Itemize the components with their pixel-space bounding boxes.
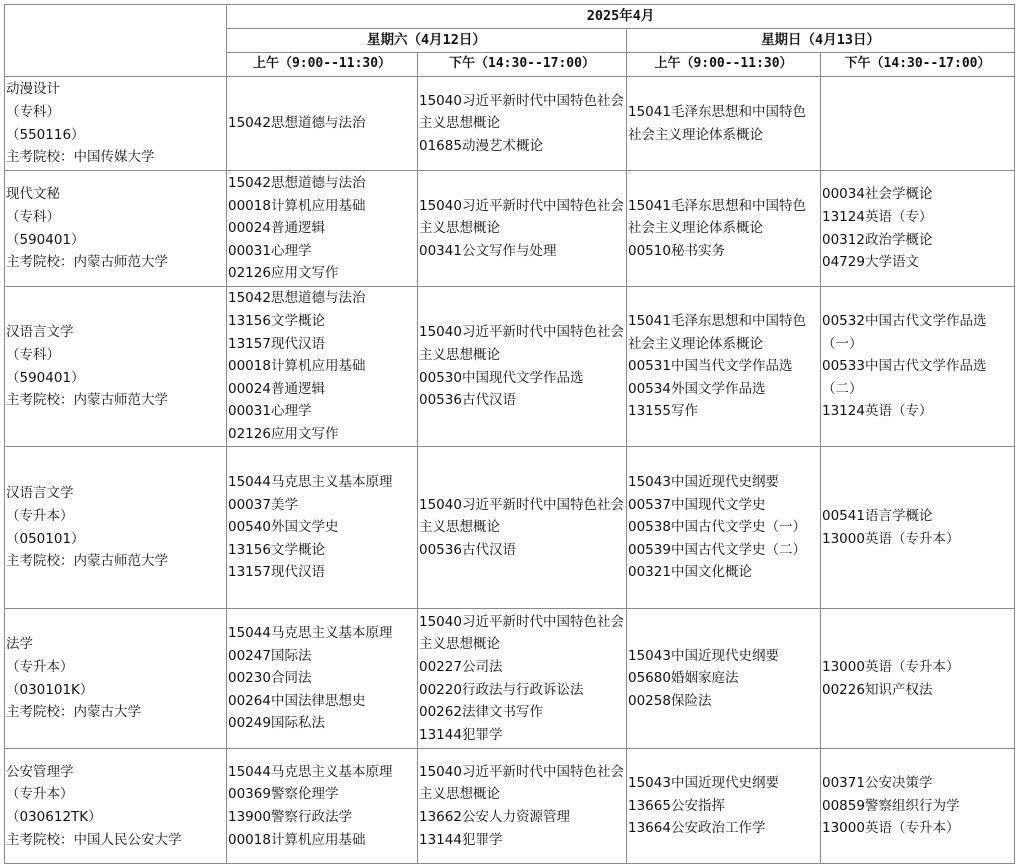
course-entry: 02126应用文写作 — [228, 425, 339, 442]
course-entry: 00258保险法 — [628, 692, 712, 709]
course-entry: 13000英语（专升本） — [822, 530, 960, 547]
sun-afternoon-cell — [821, 171, 1015, 287]
sun-morning-cell — [627, 609, 821, 749]
course-entry: 13664公安政治工作学 — [628, 820, 766, 837]
sat-morning-cell — [227, 171, 418, 287]
major-cell — [5, 77, 227, 171]
course-entry: 13665公安指挥 — [628, 797, 725, 814]
sun-afternoon-cell — [821, 749, 1015, 864]
major-info-line: 主考院校：中国传媒大学 — [6, 149, 155, 166]
course-entry: 15040习近平新时代中国特色社会主义思想概论 — [419, 197, 624, 237]
course-entry: 15040习近平新时代中国特色社会主义思想概论 — [419, 92, 624, 132]
course-entry: 00018计算机应用基础 — [228, 831, 366, 848]
session-sun-morning: 上午（9:00--11:30） — [627, 53, 821, 77]
course-entry: 00530中国现代文学作品选 — [419, 369, 584, 386]
course-entry: 00536古代汉语 — [419, 541, 516, 558]
major-info-line: 主考院校：内蒙古师范大学 — [6, 553, 168, 570]
course-entry: 13900警察行政法学 — [228, 809, 352, 825]
major-info-line: 主考院校：内蒙古师范大学 — [6, 254, 168, 271]
major-info-line: 法学 — [6, 636, 33, 653]
table-row — [5, 77, 1015, 171]
course-entry: 15040习近平新时代中国特色社会主义思想概论 — [419, 496, 624, 536]
table-row — [5, 749, 1015, 864]
major-info-line: 动漫设计 — [6, 81, 60, 98]
major-info-line: 汉语言文学 — [6, 485, 74, 502]
sun-afternoon-cell — [821, 447, 1015, 609]
course-entry: 15043中国近现代史纲要 — [628, 775, 779, 792]
course-entry: 00540外国文学史 — [228, 519, 339, 536]
major-info-line: （590401） — [6, 369, 85, 386]
course-entry: 00510秘书实务 — [628, 242, 725, 259]
course-entry: 00859警察组织行为学 — [822, 797, 960, 814]
sat-afternoon-cell — [418, 609, 627, 749]
sun-afternoon-cell — [821, 77, 1015, 171]
major-info-line: （030101K） — [6, 681, 94, 698]
course-entry: 00249国际私法 — [228, 715, 325, 732]
course-entry: 15042思想道德与法治 — [228, 115, 366, 132]
course-entry: 00538中国古代文学史（一） — [628, 519, 806, 536]
major-info-line: （030612TK） — [6, 809, 102, 825]
major-info-line: （专升本） — [6, 658, 74, 675]
course-entry: 13124英语（专） — [822, 403, 933, 420]
major-info-line: （专科） — [6, 208, 60, 225]
major-info-line: （050101） — [6, 530, 85, 547]
course-entry: 00531中国当代文学作品选 — [628, 358, 793, 375]
major-info-line: （专升本） — [6, 507, 74, 524]
sat-afternoon-cell — [418, 77, 627, 171]
sun-morning-cell — [627, 77, 821, 171]
course-entry: 00264中国法律思想史 — [228, 692, 366, 709]
course-entry: 00220行政法与行政诉讼法 — [419, 681, 584, 698]
session-sat-morning: 上午（9:00--11:30） — [227, 53, 418, 77]
course-entry: 00034社会学概论 — [822, 186, 933, 203]
course-entry: 00018计算机应用基础 — [228, 358, 366, 375]
sun-morning-cell — [627, 171, 821, 287]
course-entry: 05680婚姻家庭法 — [628, 670, 739, 687]
course-entry: 00312政治学概论 — [822, 231, 933, 248]
sat-afternoon-cell — [418, 447, 627, 609]
course-entry: 00541语言学概论 — [822, 507, 933, 524]
course-entry: 00262法律文书写作 — [419, 704, 543, 721]
course-entry: 00537中国现代文学史 — [628, 496, 766, 513]
day-header-sunday: 星期日（4月13日） — [627, 29, 1015, 53]
course-entry: 13157现代汉语 — [228, 564, 325, 581]
course-entry: 13124英语（专） — [822, 208, 933, 225]
major-info-line: （550116） — [6, 126, 85, 143]
major-info-line: （专升本） — [6, 786, 74, 803]
session-sat-afternoon: 下午（14:30--17:00） — [418, 53, 627, 77]
course-entry: 00024普通逻辑 — [228, 380, 325, 397]
course-entry: 15043中国近现代史纲要 — [628, 647, 779, 664]
course-entry: 00226知识产权法 — [822, 681, 933, 698]
course-entry: 00533中国古代文学作品选（二） — [822, 358, 987, 397]
day-header-saturday: 星期六（4月12日） — [227, 29, 627, 53]
course-entry: 04729大学语文 — [822, 254, 919, 271]
course-entry: 13156文学概论 — [228, 541, 325, 558]
course-entry: 00031心理学 — [228, 403, 312, 420]
table-row — [5, 609, 1015, 749]
major-info-line: 主考院校：内蒙古大学 — [6, 704, 141, 721]
course-entry: 15044马克思主义基本原理 — [228, 625, 393, 642]
course-entry: 13144犯罪学 — [419, 726, 503, 743]
major-cell — [5, 609, 227, 749]
course-entry: 00371公安决策学 — [822, 775, 933, 792]
course-entry: 00539中国古代文学史（二） — [628, 541, 806, 558]
table-row — [5, 447, 1015, 609]
course-entry: 00369警察伦理学 — [228, 786, 339, 803]
course-entry: 00230合同法 — [228, 670, 312, 687]
course-entry: 15044马克思主义基本原理 — [228, 763, 393, 780]
exam-schedule-table — [4, 4, 1015, 864]
major-info-line: （专科） — [6, 346, 60, 363]
course-entry: 00024普通逻辑 — [228, 220, 325, 237]
course-entry: 00247国际法 — [228, 647, 312, 664]
course-entry: 13155写作 — [628, 403, 698, 420]
course-entry: 00341公文写作与处理 — [419, 242, 557, 259]
sat-morning-cell — [227, 287, 418, 447]
major-info-line: 公安管理学 — [6, 763, 74, 780]
course-entry: 15041毛泽东思想和中国特色社会主义理论体系概论 — [628, 103, 806, 143]
sat-afternoon-cell — [418, 749, 627, 864]
course-entry: 13662公安人力资源管理 — [419, 809, 570, 825]
sun-afternoon-cell — [821, 609, 1015, 749]
course-entry: 15044马克思主义基本原理 — [228, 474, 393, 491]
major-info-line: （专科） — [6, 103, 60, 120]
major-info-line: 现代文秘 — [6, 186, 60, 203]
course-entry: 13000英语（专升本） — [822, 658, 960, 675]
course-entry: 15042思想道德与法治 — [228, 290, 366, 307]
sun-afternoon-cell — [821, 287, 1015, 447]
session-sun-afternoon: 下午（14:30--17:00） — [821, 53, 1015, 77]
course-entry: 15040习近平新时代中国特色社会主义思想概论 — [419, 613, 624, 653]
course-entry: 13156文学概论 — [228, 313, 325, 330]
major-cell — [5, 287, 227, 447]
major-info-line: 主考院校：内蒙古师范大学 — [6, 392, 168, 409]
sun-morning-cell — [627, 447, 821, 609]
course-entry: 13000英语（专升本） — [822, 820, 960, 837]
sat-morning-cell — [227, 609, 418, 749]
course-entry: 15040习近平新时代中国特色社会主义思想概论 — [419, 324, 624, 363]
course-entry: 00227公司法 — [419, 658, 503, 675]
sat-morning-cell — [227, 749, 418, 864]
course-entry: 00037美学 — [228, 496, 298, 513]
course-entry: 13144犯罪学 — [419, 831, 503, 848]
course-entry: 15040习近平新时代中国特色社会主义思想概论 — [419, 763, 624, 803]
sun-morning-cell — [627, 749, 821, 864]
major-info-line: 主考院校：中国人民公安大学 — [6, 831, 182, 848]
month-header: 2025年4月 — [227, 5, 1015, 29]
course-entry: 15042思想道德与法治 — [228, 175, 366, 192]
course-entry: 00018计算机应用基础 — [228, 197, 366, 214]
course-entry: 00321中国文化概论 — [628, 564, 752, 581]
sat-afternoon-cell — [418, 287, 627, 447]
major-info-line: 汉语言文学 — [6, 324, 74, 341]
course-entry: 15041毛泽东思想和中国特色社会主义理论体系概论 — [628, 197, 806, 237]
sat-afternoon-cell — [418, 171, 627, 287]
course-entry: 15043中国近现代史纲要 — [628, 474, 779, 491]
course-entry: 15041毛泽东思想和中国特色社会主义理论体系概论 — [628, 313, 806, 352]
course-entry: 00031心理学 — [228, 242, 312, 259]
course-entry: 00534外国文学作品选 — [628, 380, 766, 397]
sat-morning-cell — [227, 77, 418, 171]
table-row — [5, 287, 1015, 447]
major-info-line: （590401） — [6, 231, 85, 248]
major-cell — [5, 171, 227, 287]
course-entry: 01685动漫艺术概论 — [419, 137, 543, 154]
sat-morning-cell — [227, 447, 418, 609]
table-row — [5, 171, 1015, 287]
course-entry: 13157现代汉语 — [228, 335, 325, 352]
corner-cell — [5, 5, 227, 77]
sun-morning-cell — [627, 287, 821, 447]
major-cell — [5, 447, 227, 609]
course-entry: 00532中国古代文学作品选（一） — [822, 313, 987, 352]
course-entry: 00536古代汉语 — [419, 392, 516, 409]
major-cell — [5, 749, 227, 864]
course-entry: 02126应用文写作 — [228, 265, 339, 282]
